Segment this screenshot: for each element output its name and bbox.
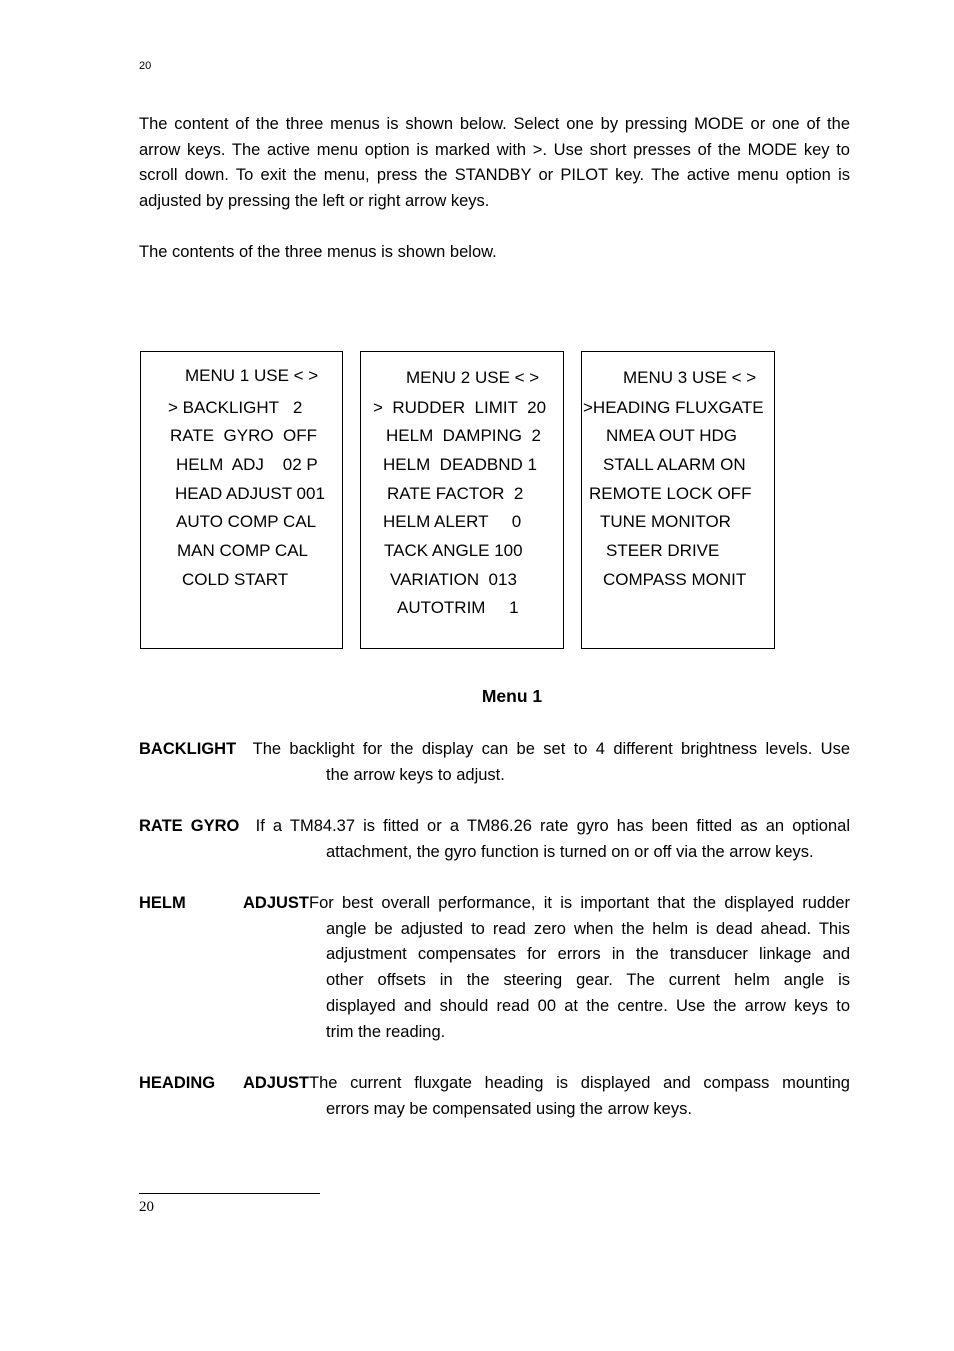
menu-1-item: RATE GYRO OFF bbox=[170, 426, 318, 445]
definition-helm-adjust bbox=[139, 891, 850, 1045]
intro-paragraph-2: The contents of the three menus is shown below. bbox=[139, 243, 497, 261]
menu-3-item: STEER DRIVE bbox=[606, 541, 720, 560]
definition-text: For best overall performance, it is important that the displayed rudder bbox=[309, 894, 850, 912]
menu-2-item: AUTOTRIM 1 bbox=[397, 598, 519, 617]
menu-1-item: COLD START bbox=[182, 570, 289, 589]
menu-1-item: HELM ADJ 02 P bbox=[176, 455, 318, 474]
page-header-number: 20 bbox=[139, 60, 152, 72]
menu-3-item: STALL ALARM ON bbox=[603, 455, 746, 474]
menu-2-box bbox=[360, 351, 564, 649]
definition-text: trim the reading. bbox=[326, 1022, 446, 1041]
menu-2-item: RATE FACTOR 2 bbox=[387, 484, 524, 503]
menu-1-item: AUTO COMP CAL bbox=[176, 512, 317, 531]
menu-1-box bbox=[140, 351, 343, 649]
definition-rate-gyro bbox=[139, 814, 850, 865]
intro-paragraph: The content of the three menus is shown below. Select one by pressing MODE or one of the arrow keys. The active menu option is marked with >. Use short presses of the MODE key to scroll down. To exit the menu, press the STANDBY or PILOT key. The active menu option is adjusted by pressing the left or right arrow keys. bbox=[139, 115, 850, 211]
definition-text: If a TM84.37 is fitted or a TM86.26 rate gyro has been fitted as an optional bbox=[255, 817, 851, 835]
menu-2-item: TACK ANGLE 100 bbox=[384, 541, 523, 560]
menu-3-item: NMEA OUT HDG bbox=[606, 426, 737, 445]
definition-term: RATE GYRO bbox=[139, 817, 240, 835]
definition-text: the arrow keys to adjust. bbox=[326, 765, 505, 784]
definition-backlight bbox=[139, 737, 850, 788]
definition-text: The current fluxgate heading is displayed and compass mounting bbox=[309, 1074, 850, 1092]
menu-3-title: MENU 3 USE < > bbox=[623, 368, 757, 387]
menu-1-title: MENU 1 USE < > bbox=[185, 366, 319, 385]
footnote-divider bbox=[139, 1193, 320, 1194]
menu-1-item: > BACKLIGHT 2 bbox=[168, 398, 303, 417]
menu-3-item: >HEADING FLUXGATE bbox=[583, 398, 764, 417]
menu-3-item: COMPASS MONIT bbox=[603, 570, 747, 589]
menu-3-item: REMOTE LOCK OFF bbox=[589, 484, 752, 503]
menu-3-box bbox=[581, 351, 775, 649]
menu-3-item: TUNE MONITOR bbox=[600, 512, 731, 531]
menu-2-item: HELM ALERT 0 bbox=[383, 512, 522, 531]
menu-1-item: MAN COMP CAL bbox=[177, 541, 308, 560]
page-footer-number: 20 bbox=[139, 1199, 154, 1215]
menu-1-item: HEAD ADJUST 001 bbox=[175, 484, 325, 503]
definition-term: HELM ADJUST bbox=[139, 894, 309, 912]
definition-text: displayed and should read 00 at the centre. Use the arrow keys to bbox=[326, 996, 850, 1015]
definition-text: other offsets in the steering gear. The current helm angle is bbox=[326, 971, 850, 990]
menu-2-item: > RUDDER LIMIT 20 bbox=[373, 398, 547, 417]
definition-text: angle be adjusted to read zero when the helm is dead ahead. This bbox=[326, 919, 850, 938]
definition-text: errors may be compensated using the arrow keys. bbox=[326, 1099, 692, 1118]
definition-term: HEADING ADJUST bbox=[139, 1074, 309, 1092]
section-title: Menu 1 bbox=[481, 686, 543, 706]
definition-term: BACKLIGHT bbox=[139, 740, 237, 758]
definition-heading-adjust bbox=[139, 1071, 850, 1122]
definition-text: adjustment compensates for errors in the transducer linkage and bbox=[326, 945, 850, 964]
menu-2-title: MENU 2 USE < > bbox=[406, 368, 540, 387]
definition-text: attachment, the gyro function is turned on or off via the arrow keys. bbox=[326, 842, 814, 861]
menu-2-item: VARIATION 013 bbox=[390, 570, 517, 589]
menu-2-item: HELM DAMPING 2 bbox=[386, 426, 541, 445]
menu-2-item: HELM DEADBND 1 bbox=[383, 455, 537, 474]
definition-text: The backlight for the display can be set to 4 different brightness levels. Use bbox=[252, 740, 850, 758]
